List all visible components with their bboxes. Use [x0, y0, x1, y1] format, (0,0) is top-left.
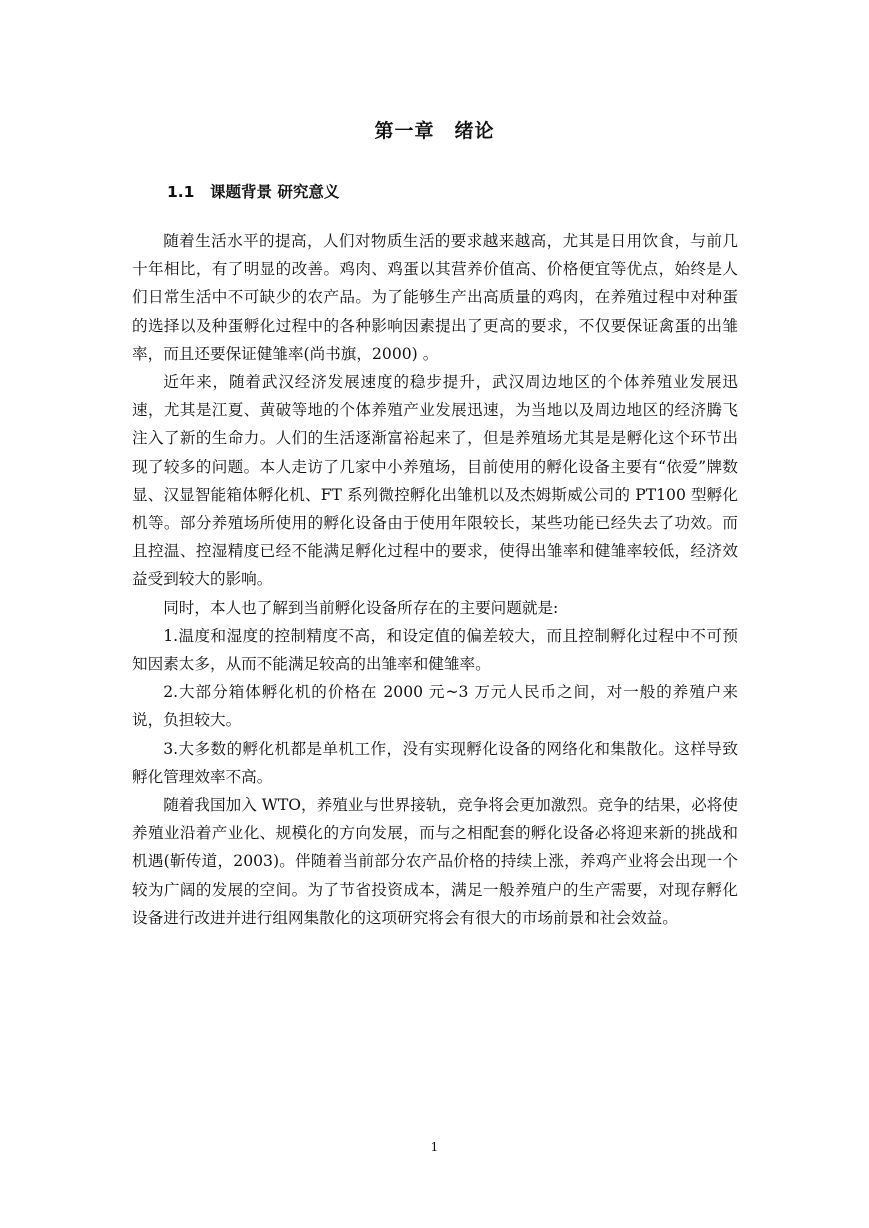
body-text — [132, 227, 738, 932]
paragraph-problem-1: 1.温度和湿度的控制精度不高，和设定值的偏差较大，而且控制孵化过程中不可预知因素太多，从而不能满足较高的出雏率和健雏率。 — [132, 626, 738, 674]
paragraph-problem-2: 2.大部分箱体孵化机的价格在 2000 元~3 万元人民币之间，对一般的养殖户来说，负担较大。 — [132, 683, 738, 730]
paragraph-wto-outlook: 随着我国加入 WTO，养殖业与世界接轨，竞争将会更加激烈。竞争的结果，必将使养殖业沿着产业化、规模化的方向发展，而与之相配套的孵化设备必将迎来新的挑战和机遇(靳传道，2003)。伴随着当前部分农产品价格的持续上涨，养鸡产业将会出现一个较为广阔的发展的空间。为了节省投资成本，满足一般养殖户的生产需要，对现存孵化设备进行改进并进行组网集散化的这项研究将会有很大的市场前景和社会效益。 — [132, 796, 738, 927]
paragraph-background: 随着生活水平的提高，人们对物质生活的要求越来越高，尤其是日用饮食，与前几十年相比，有了明显的改善。鸡肉、鸡蛋以其营养价值高、价格便宜等优点，始终是人们日常生活中不可缺少的农产品。为了能够生产出高质量的鸡肉，在养殖过程中对种蛋的选择以及种蛋孵化过程中的各种影响因素提出了更高的要求，不仅要保证禽蛋的出雏率，而且还要保证健雏率(尚书旗，2000) 。 — [132, 232, 738, 363]
paragraph-problems-intro: 同时，本人也了解到当前孵化设备所存在的主要问题就是: — [163, 598, 559, 617]
section-title: 1.1 课题背景 研究意义 — [167, 183, 340, 201]
chapter-title: 第一章 绪论 — [374, 120, 495, 142]
page-number: 1 — [430, 1140, 439, 1154]
paragraph-wuhan-survey: 近年来，随着武汉经济发展速度的稳步提升，武汉周边地区的个体养殖业发展迅速，尤其是江夏、黄破等地的个体养殖产业发展迅速，为当地以及周边地区的经济腾飞注入了新的生命力。人们的生活逐渐富裕起来了，但是养殖场尤其是是孵化这个环节出现了较多的问题。本人走访了几家中小养殖场，目前使用的孵化设备主要有“依爱”牌数显、汉显智能箱体孵化机、FT 系列微控孵化出雏机以及杰姆斯威公司的 PT100 型孵化机等。部分养殖场所使用的孵化设备由于使用年限较长，某些功能已经失去了功效。而且控温、控湿精度已经不能满足孵化过程中的要求，使得出雏率和健雏率较低，经济效益受到较大的影响。 — [132, 373, 738, 589]
paragraph-problem-3: 3.大多数的孵化机都是单机工作，没有实现孵化设备的网络化和集散化。这样导致孵化管理效率不高。 — [132, 739, 738, 786]
